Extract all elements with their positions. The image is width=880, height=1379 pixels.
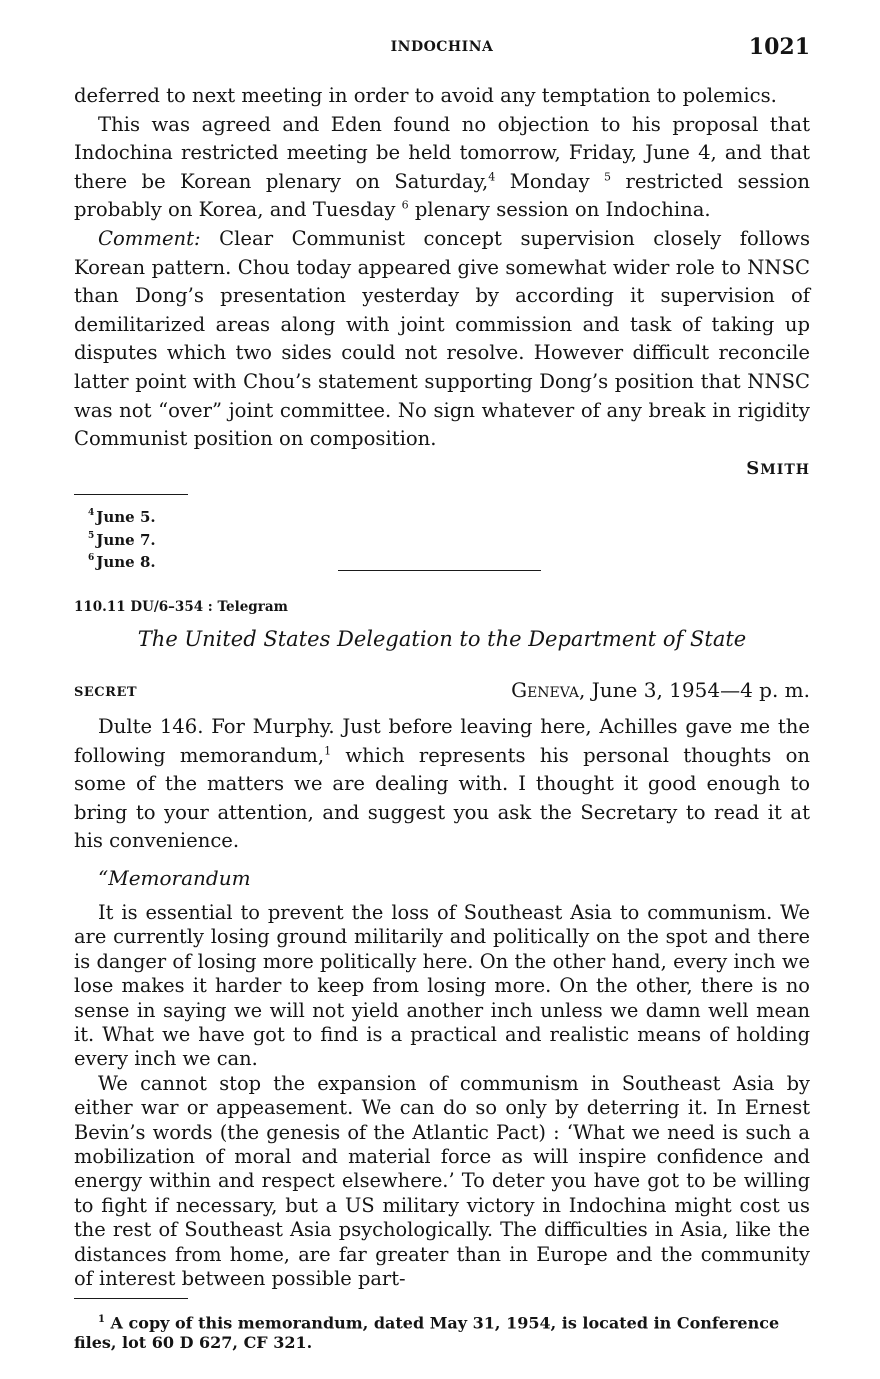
paragraph-text: Clear Communist concept supervision closely follows Korean pattern. Chou today appeared give somewhat wider role to NNSC than Dong’s presentation yesterday by according it supervision of demilitarized areas along with joint commission and task of taking up disputes which two sides could not resolve. However difficult reconcile latter point with Chou’s statement supporting Dong’s position that NNSC was not “over” joint committee. No sign whatever of any break in rigidity Communist position on composition.	[74, 226, 810, 451]
footnote	[88, 550, 156, 573]
footnote-ref: 1	[324, 744, 332, 758]
classification-label: SECRET	[74, 685, 138, 700]
footnote-ref: 5	[604, 170, 612, 184]
footnote-text: A copy of this memorandum, dated May 31, 1954, is located in Conference files, lot 60 D 627, CF 321.	[74, 1313, 780, 1353]
document-reference: 110.11 DU/6–354 : Telegram	[74, 599, 288, 615]
dateline-date: June 3, 1954—4 p. m.	[585, 678, 810, 702]
signature-initial: S	[746, 458, 761, 479]
paragraph-continuation	[74, 82, 810, 111]
paragraph-schedule	[74, 111, 810, 225]
paragraph-comment	[74, 225, 810, 454]
telegram-text	[74, 713, 810, 856]
footnote-text: June 7.	[96, 530, 156, 549]
paragraph-text: which represents his personal thoughts on some of the matters we are dealing with. I thought it good enough to bring to your attention, and suggest you ask the Secretary to read it at his convenience.	[74, 743, 810, 853]
dateline	[511, 678, 810, 702]
memo-paragraph: It is essential to prevent the loss of Southeast Asia to communism. We are currently losing ground militarily and politically on the spot and there is danger of losing more politically here. On the other hand, every inch we lose makes it harder to keep from losing more. On the other, there is no sense in saying we will not yield another inch unless we damn well mean it. What we have got to find is a practical and realistic means of holding every inch we can.	[74, 901, 810, 1071]
comment-label: Comment:	[98, 226, 201, 250]
paragraph-text: deferred to next meeting in order to avoid any temptation to polemics.	[74, 84, 777, 107]
footnote-mark: 4	[88, 508, 95, 518]
footnote	[88, 505, 156, 528]
section-divider	[338, 570, 541, 571]
paragraph-telegram	[74, 713, 810, 856]
footnote-mark: 1	[98, 1314, 105, 1325]
footnote-text: June 8.	[96, 553, 156, 571]
memo-text	[74, 901, 810, 1292]
footnote-divider	[74, 1298, 188, 1299]
paragraph-text: restricted session probably on Korea, and Tuesday	[74, 169, 810, 222]
paragraph-text: Dulte 146. For Murphy. Just before leaving here, Achilles gave me the following memorandum,	[74, 715, 810, 767]
footnote-ref: 6	[401, 198, 409, 212]
footnote-mark: 5	[88, 530, 95, 541]
memo-heading: “Memorandum	[98, 866, 251, 890]
footnote-mark: 6	[88, 553, 95, 563]
paragraph-text: Monday	[495, 169, 605, 193]
footnote-divider	[74, 494, 188, 495]
footnote-bottom	[74, 1310, 810, 1353]
memo-paragraph: We cannot stop the expansion of communism in Southeast Asia by either war or appeasement. We can do so only by deterring it. In Ernest Bevin’s words (the genesis of the Atlantic Pact) : ‘What we need is such a mobilization of moral and material force as will inspire confidence and energy within and respect elsewhere.’ To deter you have got to be willing to fight if necessary, but a US military victory in Indochina might cost us the rest of Southeast Asia psychologically. The difficulties in Asia, like the distances from home, are far greater than in Europe and the community of interest between possible part-	[74, 1071, 810, 1291]
opening-text	[74, 82, 810, 454]
footnote-ref: 4	[488, 170, 496, 184]
paragraph-text: This was agreed and Eden found no objection to his proposal that Indochina restricted meeting be held tomorrow, Friday, June 4, and that there be Korean plenary on Saturday,	[74, 112, 810, 193]
footnote-text: June 5.	[96, 508, 156, 526]
dateline-place: Geneva,	[511, 678, 586, 702]
footnotes-top	[88, 505, 156, 573]
page-number: 1021	[748, 34, 810, 60]
running-head: INDOCHINA	[390, 39, 494, 55]
signature-rest: MITH	[760, 462, 810, 478]
footnote	[88, 528, 156, 551]
document-title: The United States Delegation to the Department of State	[137, 627, 747, 651]
page-header	[74, 34, 810, 64]
signature	[74, 458, 810, 479]
paragraph-text: plenary session on Indochina.	[408, 198, 711, 222]
